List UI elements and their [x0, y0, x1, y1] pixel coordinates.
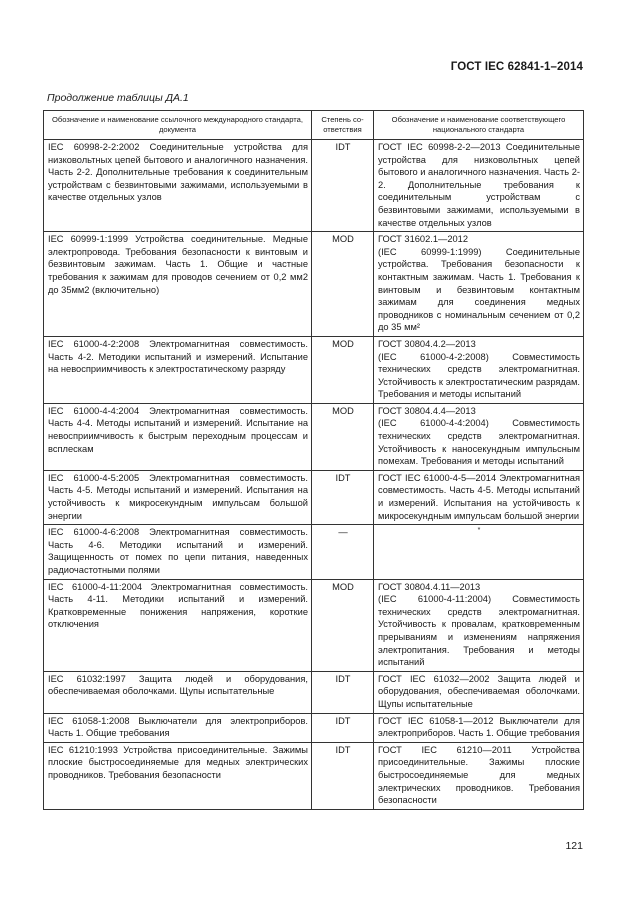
international-standard-cell: IEC 61000-4-2:2008 Электромагнитная совместимость. Часть 4-2. Методики испытаний и измерений. Испытание на невосприимчивость к электростатическому разряду — [44, 336, 312, 403]
national-standard-cell — [374, 742, 584, 809]
footnote-asterisk: * — [477, 527, 481, 535]
degree-cell: IDT — [312, 140, 374, 232]
degree-cell: IDT — [312, 671, 374, 713]
degree-cell: MOD — [312, 403, 374, 470]
international-standard-cell: IEC 61000-4-6:2008 Электромагнитная совместимость. Часть 4-6. Методики испытаний и измерений. Защищенность от помех по цепи питания, наведенных радиочастотными полями — [44, 525, 312, 579]
table-row — [44, 140, 584, 232]
national-standard-cell — [374, 232, 584, 337]
national-standard-title: (IEC 61000-4-4:2004) Совместимость технических средств электромагнитная. Устойчивость к наносекундным импульсным помехам. Требования и методы испытаний — [378, 418, 580, 467]
international-standard-cell: IEC 61000-4-5:2005 Электромагнитная совместимость. Часть 4-5. Методы испытаний и измерений. Испытания на устойчивость к микросекундным импульсам большой энергии — [44, 470, 312, 524]
table-row — [44, 336, 584, 403]
table-row — [44, 579, 584, 671]
international-standard-cell: IEC 60999-1:1999 Устройства соединительные. Медные электропровода. Требования безопасности к винтовым и безвинтовым зажимам. Часть 1. Общие и частные требования к зажимам для проводов сечением от 0,2 мм2 до 35мм2 (включительно) — [44, 232, 312, 337]
header-national-standard: Обозначение и наименование соответствующего национального стандарта — [374, 111, 584, 140]
national-standard-code: ГОСТ IEC 60998-2-2—2013 — [378, 142, 501, 152]
page-number: 121 — [565, 840, 583, 852]
degree-cell: — — [312, 525, 374, 579]
degree-cell: MOD — [312, 336, 374, 403]
table-caption: Продолжение таблицы ДА.1 — [47, 92, 189, 104]
national-standard-cell — [374, 403, 584, 470]
header-international-standard: Обозначение и наименование ссылочного международного стандарта, документа — [44, 111, 312, 140]
national-standard-code: ГОСТ 31602.1—2012 — [378, 234, 468, 245]
national-standard-title: Выключатели для электроприборов. Часть 1. Общие требования — [378, 715, 580, 739]
national-standard-title: (IEC 61000-4-11:2004) Совместимость технических средств электромагнитная. Устойчивость к провалам, кратковременным прерываниям и изменениям напряжения электропитания. Требования и методы испытаний — [378, 594, 580, 668]
international-standard-cell: IEC 61032:1997 Защита людей и оборудования, обеспечиваемая оболочками. Щупы испытательные — [44, 671, 312, 713]
national-standard-code: ГОСТ IEC 61210—2011 — [378, 744, 512, 755]
international-standard-cell: IEC 61000-4-4:2004 Электромагнитная совместимость. Часть 4-4. Методы испытаний и измерений. Испытание на невосприимчивость к быстрым переходным процессам и всплескам — [44, 403, 312, 470]
national-standard-title: Защита людей и оборудования, обеспечиваемая оболочками. Щупы испытательные — [378, 673, 580, 709]
table-row — [44, 713, 584, 742]
national-standard-cell — [374, 525, 584, 579]
standards-correspondence-table — [43, 110, 584, 810]
degree-cell: MOD — [312, 232, 374, 337]
table-row — [44, 403, 584, 470]
national-standard-title: (IEC 60999-1:1999) Соединительные устройства. Требования безопасности к контактным зажимам. Часть 1. Требования к винтовым и безвинтовым контактным зажимам для соединения медных проводников с номинальным сечением от 0,2 до 35 мм² — [378, 246, 580, 333]
table-row — [44, 470, 584, 524]
national-standard-cell — [374, 671, 584, 713]
international-standard-cell: IEC 61210:1993 Устройства присоединительные. Зажимы плоские быстросоединяемые для медных электрических проводников. Требования безопасности — [44, 742, 312, 809]
national-standard-code: ГОСТ 30804.4.2—2013 — [378, 338, 476, 349]
national-standard-code: ГОСТ 30804.4.11—2013 — [378, 581, 481, 592]
national-standard-cell — [374, 470, 584, 524]
table-row — [44, 742, 584, 809]
degree-cell: IDT — [312, 470, 374, 524]
national-standard-cell — [374, 140, 584, 232]
national-standard-code: ГОСТ 30804.4.4—2013 — [378, 405, 476, 416]
table-row — [44, 671, 584, 713]
degree-cell: IDT — [312, 713, 374, 742]
national-standard-code: ГОСТ IEC 61058-1—2012 — [378, 715, 494, 726]
national-standard-cell — [374, 713, 584, 742]
international-standard-cell: IEC 60998-2-2:2002 Соединительные устройства для низковольтных цепей бытового и аналогичного назначения. Часть 2-2. Дополнительные требования к соединительным устройствам с безвинтовыми зажимами, используемыми в качестве отдельных узлов — [44, 140, 312, 232]
table-row — [44, 525, 584, 579]
national-standard-title: Электромагнитная совместимость. Часть 4-5. Методы испытаний и измерений. Испытания на устойчивость к микросекундным импульсам большой энергии — [378, 472, 580, 521]
national-standard-code: ГОСТ IEC 61032—2002 — [378, 673, 490, 684]
degree-cell: IDT — [312, 742, 374, 809]
national-standard-code: ГОСТ IEC 61000-4-5—2014 — [378, 472, 497, 483]
national-standard-cell — [374, 579, 584, 671]
national-standard-title: Соединительные устройства для низковольтных цепей бытового и аналогичного назначения. Часть 2-2. Дополнительные требования к соединительным устройствам с безвинтовыми зажимами, используемыми в качестве отдельных узлов — [378, 142, 580, 228]
degree-cell: MOD — [312, 579, 374, 671]
national-standard-title: (IEC 61000-4-2:2008) Совместимость технических средств электромагнитная. Устойчивость к электростатическим разрядам. Требования и методы испытаний — [378, 351, 580, 400]
table-row — [44, 232, 584, 337]
table-header-row — [44, 111, 584, 140]
document-code: ГОСТ IEC 62841-1–2014 — [450, 61, 583, 73]
national-standard-cell — [374, 336, 584, 403]
header-degree-of-conformity: Степень со-ответствия — [312, 111, 374, 140]
international-standard-cell: IEC 61000-4-11:2004 Электромагнитная совместимость. Часть 4-11. Методики испытаний и измерений. Кратковременные понижения напряжения, короткие отключения — [44, 579, 312, 671]
national-standard-title: Устройства присоединительные. Зажимы плоские быстросоединяемые для медных электрических проводников. Требования безопасности — [378, 744, 580, 806]
international-standard-cell: IEC 61058-1:2008 Выключатели для электроприборов. Часть 1. Общие требования — [44, 713, 312, 742]
